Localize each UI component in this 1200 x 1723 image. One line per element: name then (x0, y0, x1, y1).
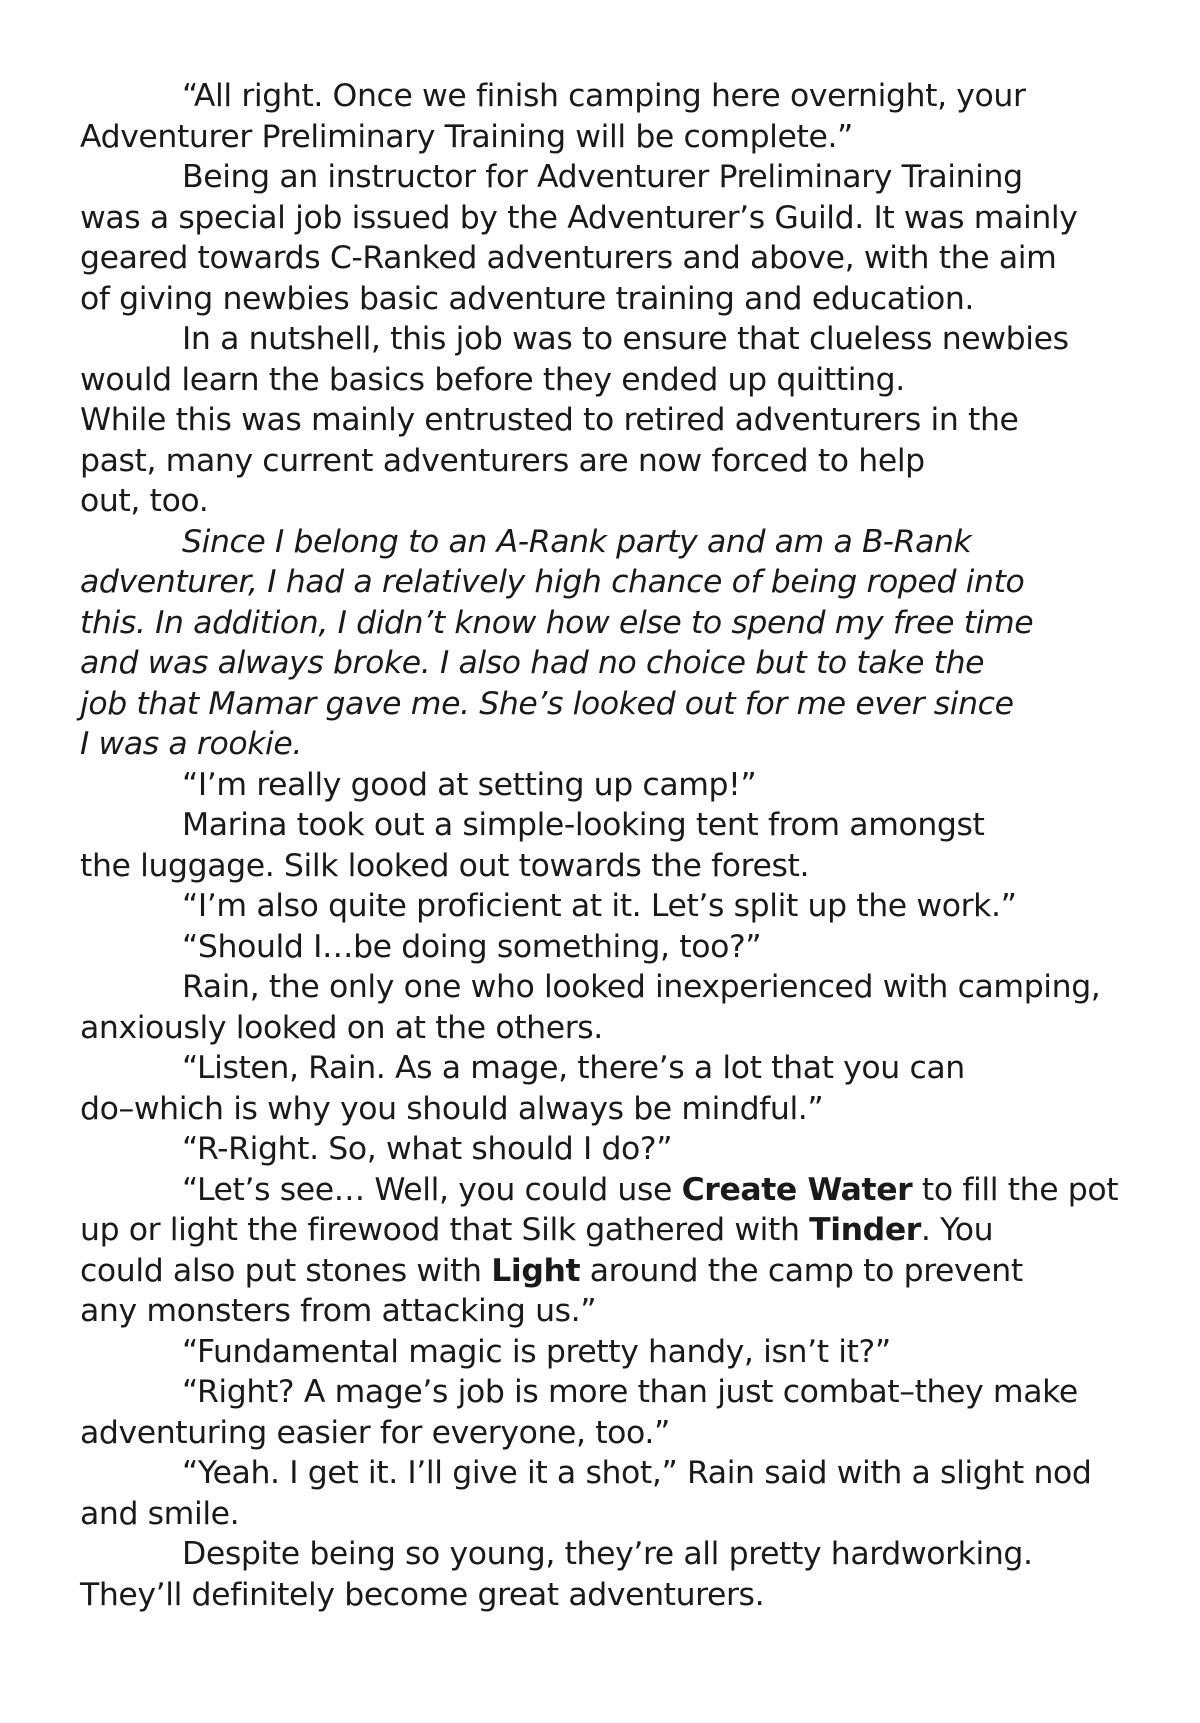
text-line: was a special job issued by the Adventurer’s Guild. It was mainly (80, 199, 1078, 236)
text-line: Rain, the only one who looked inexperienced with camping, (182, 969, 1101, 1005)
text-segment: up or light the firewood that Silk gathered with (80, 1212, 810, 1248)
text-line: and was always broke. I also had no choice but to take the (80, 645, 985, 681)
text-line: “Listen, Rain. As a mage, there’s a lot that you can (182, 1050, 965, 1086)
text-segment: “Let’s see… Well, you could use (182, 1171, 682, 1208)
text-line: “R-Right. So, what should I do?” (182, 1131, 673, 1167)
text-line: They’ll definitely become great adventurers. (80, 1576, 765, 1613)
text-line (80, 1251, 1140, 1292)
spell-name: Light (491, 1252, 581, 1289)
spell-name: Tinder (809, 1212, 921, 1248)
text-line: past, many current adventurers are now forced to help (80, 442, 925, 479)
text-line: I was a rookie. (80, 726, 302, 762)
text-line: adventuring easier for everyone, too.” (80, 1414, 670, 1451)
text-line: “All right. Once we finish camping here overnight, your (182, 78, 1026, 114)
text-line: any monsters from attacking us.” (80, 1293, 597, 1329)
text-line: job that Mamar gave me. She’s looked out for me ever since (80, 685, 1014, 722)
text-segment: around the camp to prevent (580, 1252, 1023, 1289)
text-line: would learn the basics before they ended up quitting. (80, 361, 905, 398)
text-line: “I’m really good at setting up camp!” (182, 766, 757, 803)
text-line: out, too. (80, 483, 209, 519)
text-line: this. In addition, I didn’t know how else to spend my free time (80, 604, 1034, 641)
text-line: and smile. (80, 1495, 240, 1532)
text-line: “Yeah. I get it. I’ll give it a shot,” Rain said with a slight nod (182, 1455, 1092, 1491)
text-line: Adventurer Preliminary Training will be complete.” (80, 118, 853, 155)
text-line: “Should I…be doing something, too?” (182, 928, 762, 965)
text-line: of giving newbies basic adventure training and education. (80, 280, 975, 317)
book-page-text (80, 76, 1140, 1615)
text-line: Since I belong to an A-Rank party and am a B-Rank (182, 523, 972, 560)
text-line: geared towards C-Ranked adventurers and above, with the aim (80, 240, 1057, 276)
text-line: “I’m also quite proficient at it. Let’s split up the work.” (182, 888, 1017, 924)
text-line (80, 1210, 1140, 1251)
text-line: “Right? A mage’s job is more than just combat–they make (182, 1374, 1078, 1410)
text-line: Marina took out a simple-looking tent from amongst (182, 807, 985, 843)
text-segment: . You (920, 1212, 994, 1248)
text-line: adventurer, I had a relatively high chance of being roped into (80, 564, 1025, 600)
text-line: Despite being so young, they’re all pretty hardworking. (182, 1536, 1033, 1572)
spell-name: Create Water (681, 1171, 913, 1208)
text-line: Being an instructor for Adventurer Preliminary Training (182, 159, 1023, 195)
text-line (80, 1170, 1140, 1211)
text-line: the luggage. Silk looked out towards the forest. (80, 847, 810, 884)
text-line: While this was mainly entrusted to retired adventurers in the (80, 402, 1019, 438)
text-line: In a nutshell, this job was to ensure that clueless newbies (182, 321, 1069, 357)
text-line: do–which is why you should always be mindful.” (80, 1090, 824, 1127)
text-segment: could also put stones with (80, 1252, 492, 1289)
text-segment: to fill the pot (912, 1171, 1119, 1208)
text-line: “Fundamental magic is pretty handy, isn’t it?” (182, 1333, 891, 1370)
text-line: anxiously looked on at the others. (80, 1009, 603, 1046)
